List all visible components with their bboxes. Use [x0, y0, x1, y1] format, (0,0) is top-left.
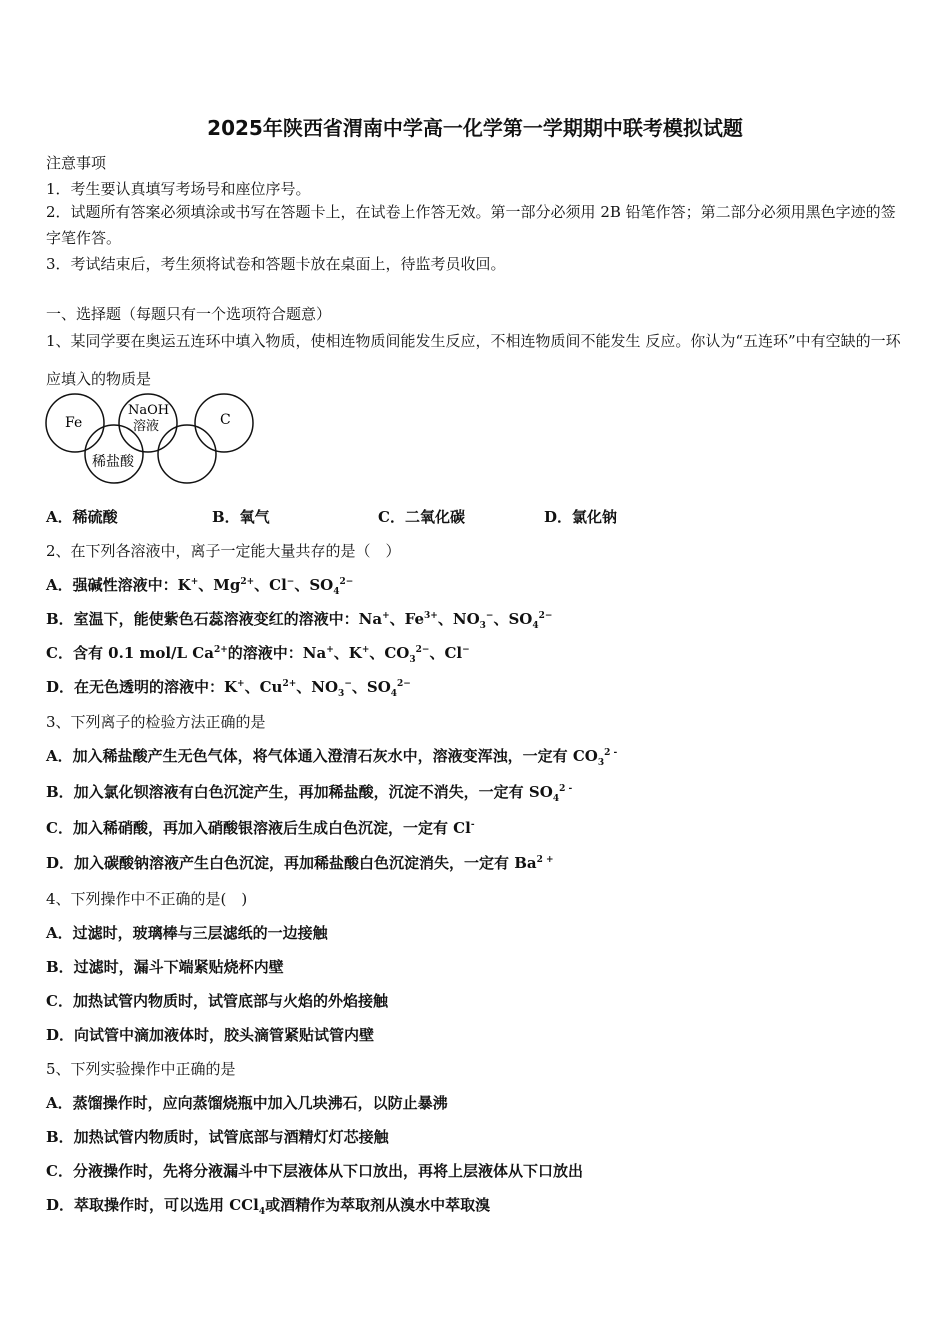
q3-option-b[interactable]: B．加入氯化钡溶液有白色沉淀产生，再加稀盐酸，沉淀不消失，一定有 $SO_4^{2 -}$: [46, 783, 573, 804]
q5-option-b[interactable]: B．加热试管内物质时，试管底部与酒精灯灯芯接触: [46, 1128, 389, 1146]
q2-option-d[interactable]: D．在无色透明的溶液中：K+、$Cu^{2+}$、$NO_3^-$、$SO_4^{2-}$: [46, 678, 411, 699]
ring-label-naoh: NaOH: [128, 403, 170, 418]
q1-option-a[interactable]: A．稀硫酸: [46, 508, 118, 526]
olympic-rings-diagram: [44, 390, 258, 490]
ring-empty: [158, 425, 216, 483]
notice-item-2: 2．试题所有答案必须填涂或书写在答题卡上，在试卷上作答无效。第一部分必须用 2B 铅笔作答；第二部分必须用黑色字迹的签字笔作答。: [46, 203, 896, 247]
exam-title: 2025年陕西省渭南中学高一化学第一学期期中联考模拟试题: [207, 116, 743, 140]
q5-option-c[interactable]: C．分液操作时，先将分液漏斗中下层液体从下口放出，再将上层液体从下口放出: [46, 1162, 583, 1180]
question-1-options: [46, 506, 710, 527]
q1-option-d[interactable]: D．氯化钠: [544, 508, 618, 526]
question-1-stem: 1、某同学要在奥运五连环中填入物质，使相连物质间能发生反应，不相连物质间不能发生 反应。你认为“五连环”中有空缺的一环应填入的物质是: [46, 332, 901, 388]
question-3-stem: 3、下列离子的检验方法正确的是: [46, 713, 266, 731]
question-5-stem: 5、下列实验操作中正确的是: [46, 1060, 236, 1078]
ring-label-naoh-solution: 溶液: [133, 419, 160, 434]
q1-option-c[interactable]: C．二氧化碳: [378, 508, 465, 526]
q5-option-d[interactable]: D．萃取操作时，可以选用 CCl$_4$或酒精作为萃取剂从溴水中萃取溴: [46, 1196, 491, 1217]
notice-item-1: 1．考生要认真填写考场号和座位序号。: [46, 180, 311, 198]
q4-option-c[interactable]: C．加热试管内物质时，试管底部与火焰的外焰接触: [46, 992, 388, 1010]
ring-label-c: C: [220, 412, 231, 428]
q2-option-a[interactable]: A．强碱性溶液中：K+、$Mg^{2+}$、Cl−、$SO_4^{2-}$: [46, 576, 354, 597]
q4-option-a[interactable]: A．过滤时，玻璃棒与三层滤纸的一边接触: [46, 924, 328, 942]
q4-option-b[interactable]: B．过滤时，漏斗下端紧贴烧杯内壁: [46, 958, 284, 976]
q3-option-c[interactable]: C．加入稀硝酸，再加入硝酸银溶液后生成白色沉淀，一定有 Cl-: [46, 819, 475, 837]
q3-option-d[interactable]: D．加入碳酸钠溶液产生白色沉淀，再加稀盐酸白色沉淀消失，一定有 $Ba^{2 +}$: [46, 854, 554, 872]
q4-option-d[interactable]: D．向试管中滴加液体时，胶头滴管紧贴试管内壁: [46, 1026, 375, 1044]
q2-option-c[interactable]: C．含有 0.1 mol/L $Ca^{2+}$的溶液中：Na+、K+、$CO_3^{2-}$、Cl−: [46, 644, 470, 665]
q5-option-a[interactable]: A．蒸馏操作时，应向蒸馏烧瓶中加入几块沸石，以防止暴沸: [46, 1094, 448, 1112]
question-4-stem: 4、下列操作中不正确的是( ): [46, 890, 248, 908]
section-heading: 一、选择题（每题只有一个选项符合题意）: [46, 305, 332, 323]
ring-label-hcl: 稀盐酸: [92, 454, 134, 470]
q2-option-b[interactable]: B．室温下，能使紫色石蕊溶液变红的溶液中：Na+、$Fe^{3+}$、$NO_3^-$、$SO_4^{2-}$: [46, 610, 553, 631]
ring-label-fe: Fe: [65, 415, 83, 431]
notice-heading: 注意事项: [46, 154, 107, 172]
question-2-stem: 2、在下列各溶液中，离子一定能大量共存的是（ ）: [46, 542, 401, 560]
q1-option-b[interactable]: B．氧气: [212, 508, 270, 526]
q3-option-a[interactable]: A．加入稀盐酸产生无色气体，将气体通入澄清石灰水中，溶液变浑浊，一定有 $CO_3^{2 -}$: [46, 747, 618, 768]
notice-item-3: 3．考试结束后，考生须将试卷和答题卡放在桌面上，待监考员收回。: [46, 255, 506, 273]
